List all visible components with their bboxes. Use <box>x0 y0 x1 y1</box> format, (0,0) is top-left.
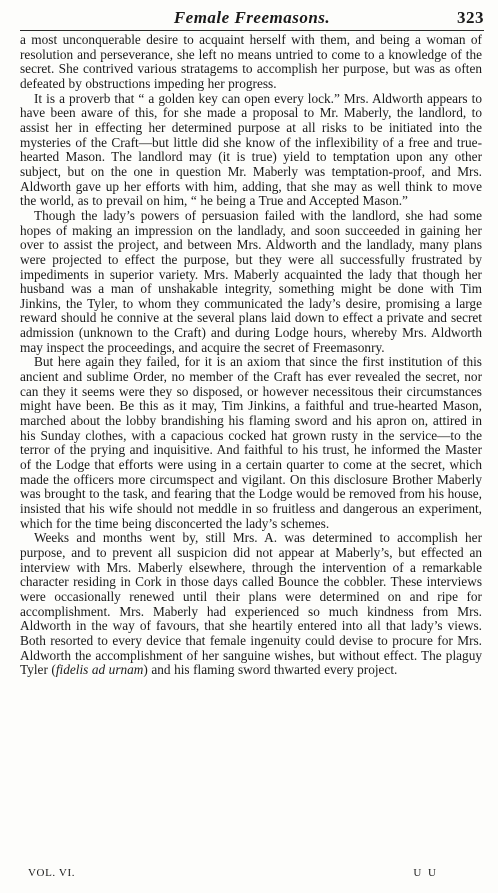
running-title: Female Freemasons. <box>173 8 331 27</box>
paragraph-5 <box>20 531 482 678</box>
latin-phrase: fidelis ad urnam <box>55 662 144 678</box>
running-head <box>20 6 484 31</box>
page-footer <box>28 867 438 881</box>
paragraph-5-end: ) and his flaming sword thwarted every project. <box>143 662 398 678</box>
paragraph-1: a most unconquerable desire to acquaint herself with them, and being a woman of resolution and perseverance, she left no means untried to come to a knowledge of the secret. She contrived various stratagems to accomplish her purpose, but was as often defeated by obstructions impeding her progress. <box>20 32 482 91</box>
body-text <box>20 33 482 678</box>
paragraph-3: Though the lady’s powers of persuasion failed with the landlord, she had some hopes of making an impression on the landlady, and soon succeeded in gaining her over to assist the project, and between Mrs. Aldworth and the landlady, many plans were projected to effect the purpose, but they were all successfully frustrated by impediments in superior variety. Mrs. Maberly acquainted the lady that though her husband was a man of unshakable integrity, something might be done with Tim Jinkins, the Tyler, to whom they communicated the lady’s desire, promising a large reward should he connive at the several plans laid down to effect a private and secret admission (unknown to the Craft) and during Lodge hours, whereby Mrs. Aldworth may inspect the proceedings, and acquire the secret of Freemasonry. <box>20 207 482 355</box>
page-number: 323 <box>457 8 484 27</box>
paragraph-2: It is a proverb that “ a golden key can open every lock.” Mrs. Aldworth appears to have been aware of this, for she made a proposal to Mr. Maberly, the landlord, to assist her in effecting her determined purpose at all risks to be initiated into the mysteries of the Craft—but little did she know of the inflexibility of a free and true-hearted Mason. The landlord may (it is true) yield to temptation upon any other subject, but on the one in question Mr. Maberly was temptation-proof, and Mrs. Aldworth gave up her efforts with him, adding, that she may as well think to move the world, as to prevail on him, “ he being a True and Accepted Mason.” <box>20 90 482 209</box>
volume-marker: VOL. VI. <box>28 867 76 879</box>
signature-mark: U U <box>413 867 438 879</box>
paragraph-5-text: Weeks and months went by, still Mrs. A. was determined to accomplish her purpose, and to prevent all suspicion did not appear at Maberly’s, but effected an interview with Mrs. Maberly elsewhere, through the intervention of a remarkable character residing in Cork in those days called Bounce the cobbler. These interviews were occasionally renewed until their plans were determined on and ripe for accomplishment. Mrs. Maberly had experienced so much kindness from Mrs. Aldworth in the way of favours, that she heartily entered into all that lady’s views. Both resorted to every device that female ingenuity could devise to procure for Mrs. Aldworth the accomplishment of her sanguine wishes, but without effect. The plaguy Tyler ( <box>20 530 482 678</box>
paragraph-4: But here again they failed, for it is an axiom that since the first institution of this ancient and sublime Order, no member of the Craft has ever revealed the secret, nor can they it seems were they so disposed, or however necessitous their circumstances might have been. Be this as it may, Tim Jinkins, a faithful and true-hearted Mason, marched about the lobby brandishing his flaming sword and his apron on, attired in his Sunday clothes, with a capacious cocked hat grown rusty in the service—to the terror of the prying and inquisitive. And faithful to his trust, he informed the Master of the Lodge that efforts were using in a certain quarter to come at the secret, which made the officers more circumspect and vigilant. On this disclosure Brother Maberly was brought to the task, and fearing that the Lodge would be removed from his house, insisted that his wife should not meddle in so fruitless and dangerous an experiment, which for the time being disconcerted the lady’s schemes. <box>20 354 482 531</box>
